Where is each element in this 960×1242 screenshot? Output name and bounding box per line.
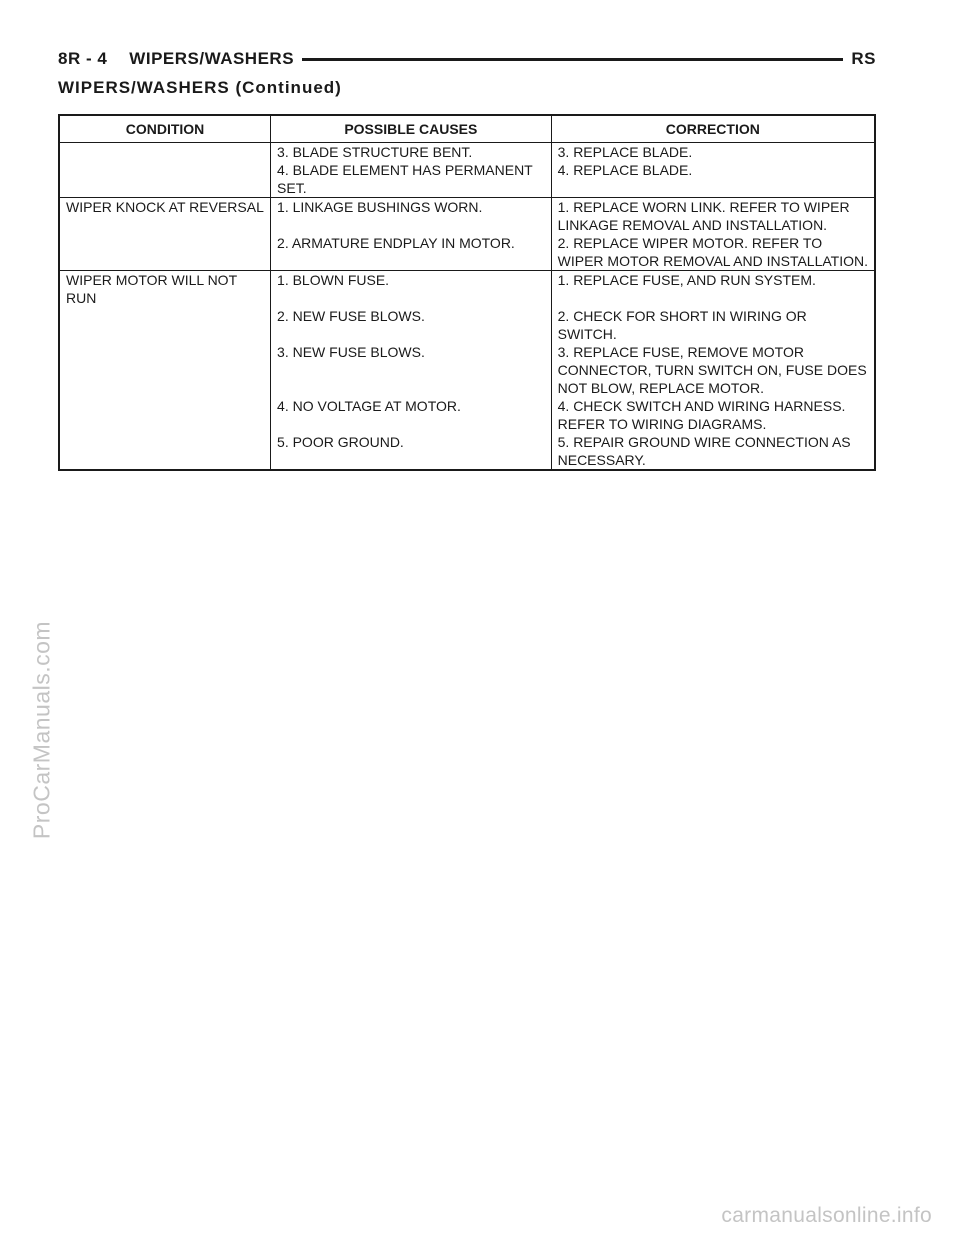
diagnosis-table [58,114,876,471]
table-row [59,397,875,433]
cause-cell: 5. POOR GROUND. [271,433,552,470]
table-row [59,343,875,397]
condition-cell [59,343,271,397]
correction-cell: 3. REPLACE BLADE. [557,144,693,160]
table-header-row [59,115,875,143]
table-row [59,307,875,343]
cause-cell: 1. BLOWN FUSE. [271,271,552,308]
page-header [58,46,876,72]
table-row [59,161,875,198]
correction-cell: 4. REPLACE BLADE. [557,162,693,178]
section-code: 8R - 4 [58,49,108,68]
table-row [59,143,875,162]
correction-cell: 2. REPLACE WIPER MOTOR. REFER TO WIPER MOTOR REMOVAL AND INSTALLATION. [557,235,869,269]
condition-cell: WIPER KNOCK AT REVERSAL [59,198,271,235]
table-row [59,234,875,271]
cause-cell: 1. LINKAGE BUSHINGS WORN. [271,198,552,235]
header-rule [302,58,843,61]
cause-cell: 2. NEW FUSE BLOWS. [271,307,552,343]
cause-cell: 3. BLADE STRUCTURE BENT. [271,143,552,162]
table-row [59,271,875,308]
column-header-possible-causes: POSSIBLE CAUSES [271,115,552,143]
cause-cell: 2. ARMATURE ENDPLAY IN MOTOR. [271,234,552,271]
condition-cell [59,143,271,162]
cause-cell: 4. NO VOLTAGE AT MOTOR. [271,397,552,433]
condition-cell [59,307,271,343]
correction-cell: 4. CHECK SWITCH AND WIRING HARNESS. REFER TO WIRING DIAGRAMS. [557,398,846,432]
condition-cell [59,161,271,198]
column-header-correction: CORRECTION [551,115,875,143]
correction-cell: 1. REPLACE FUSE, AND RUN SYSTEM. [551,271,875,308]
condition-cell [59,234,271,271]
section-title: WIPERS/WASHERS (Continued) [58,78,342,97]
cause-cell: 4. BLADE ELEMENT HAS PERMANENT SET. [271,161,552,198]
condition-cell [59,433,271,470]
correction-cell: 5. REPAIR GROUND WIRE CONNECTION AS NECESSARY. [557,434,851,468]
side-watermark: ProCarManuals.com [28,620,55,840]
table-row [59,433,875,470]
section-name: WIPERS/WASHERS [129,49,295,68]
cause-cell: 3. NEW FUSE BLOWS. [271,343,552,397]
column-header-condition: CONDITION [59,115,271,143]
bottom-watermark: carmanualsonline.info [721,1204,932,1227]
correction-cell: 2. CHECK FOR SHORT IN WIRING OR SWITCH. [557,308,807,342]
correction-cell: 1. REPLACE WORN LINK. REFER TO WIPER LINKAGE REMOVAL AND INSTALLATION. [551,198,875,235]
condition-cell [59,397,271,433]
condition-cell: WIPER MOTOR WILL NOT RUN [59,271,271,308]
correction-cell: 3. REPLACE FUSE, REMOVE MOTOR CONNECTOR, TURN SWITCH ON, FUSE DOES NOT BLOW, REPLACE MOTOR. [557,344,867,396]
model-code: RS [851,49,876,68]
table-row [59,198,875,235]
